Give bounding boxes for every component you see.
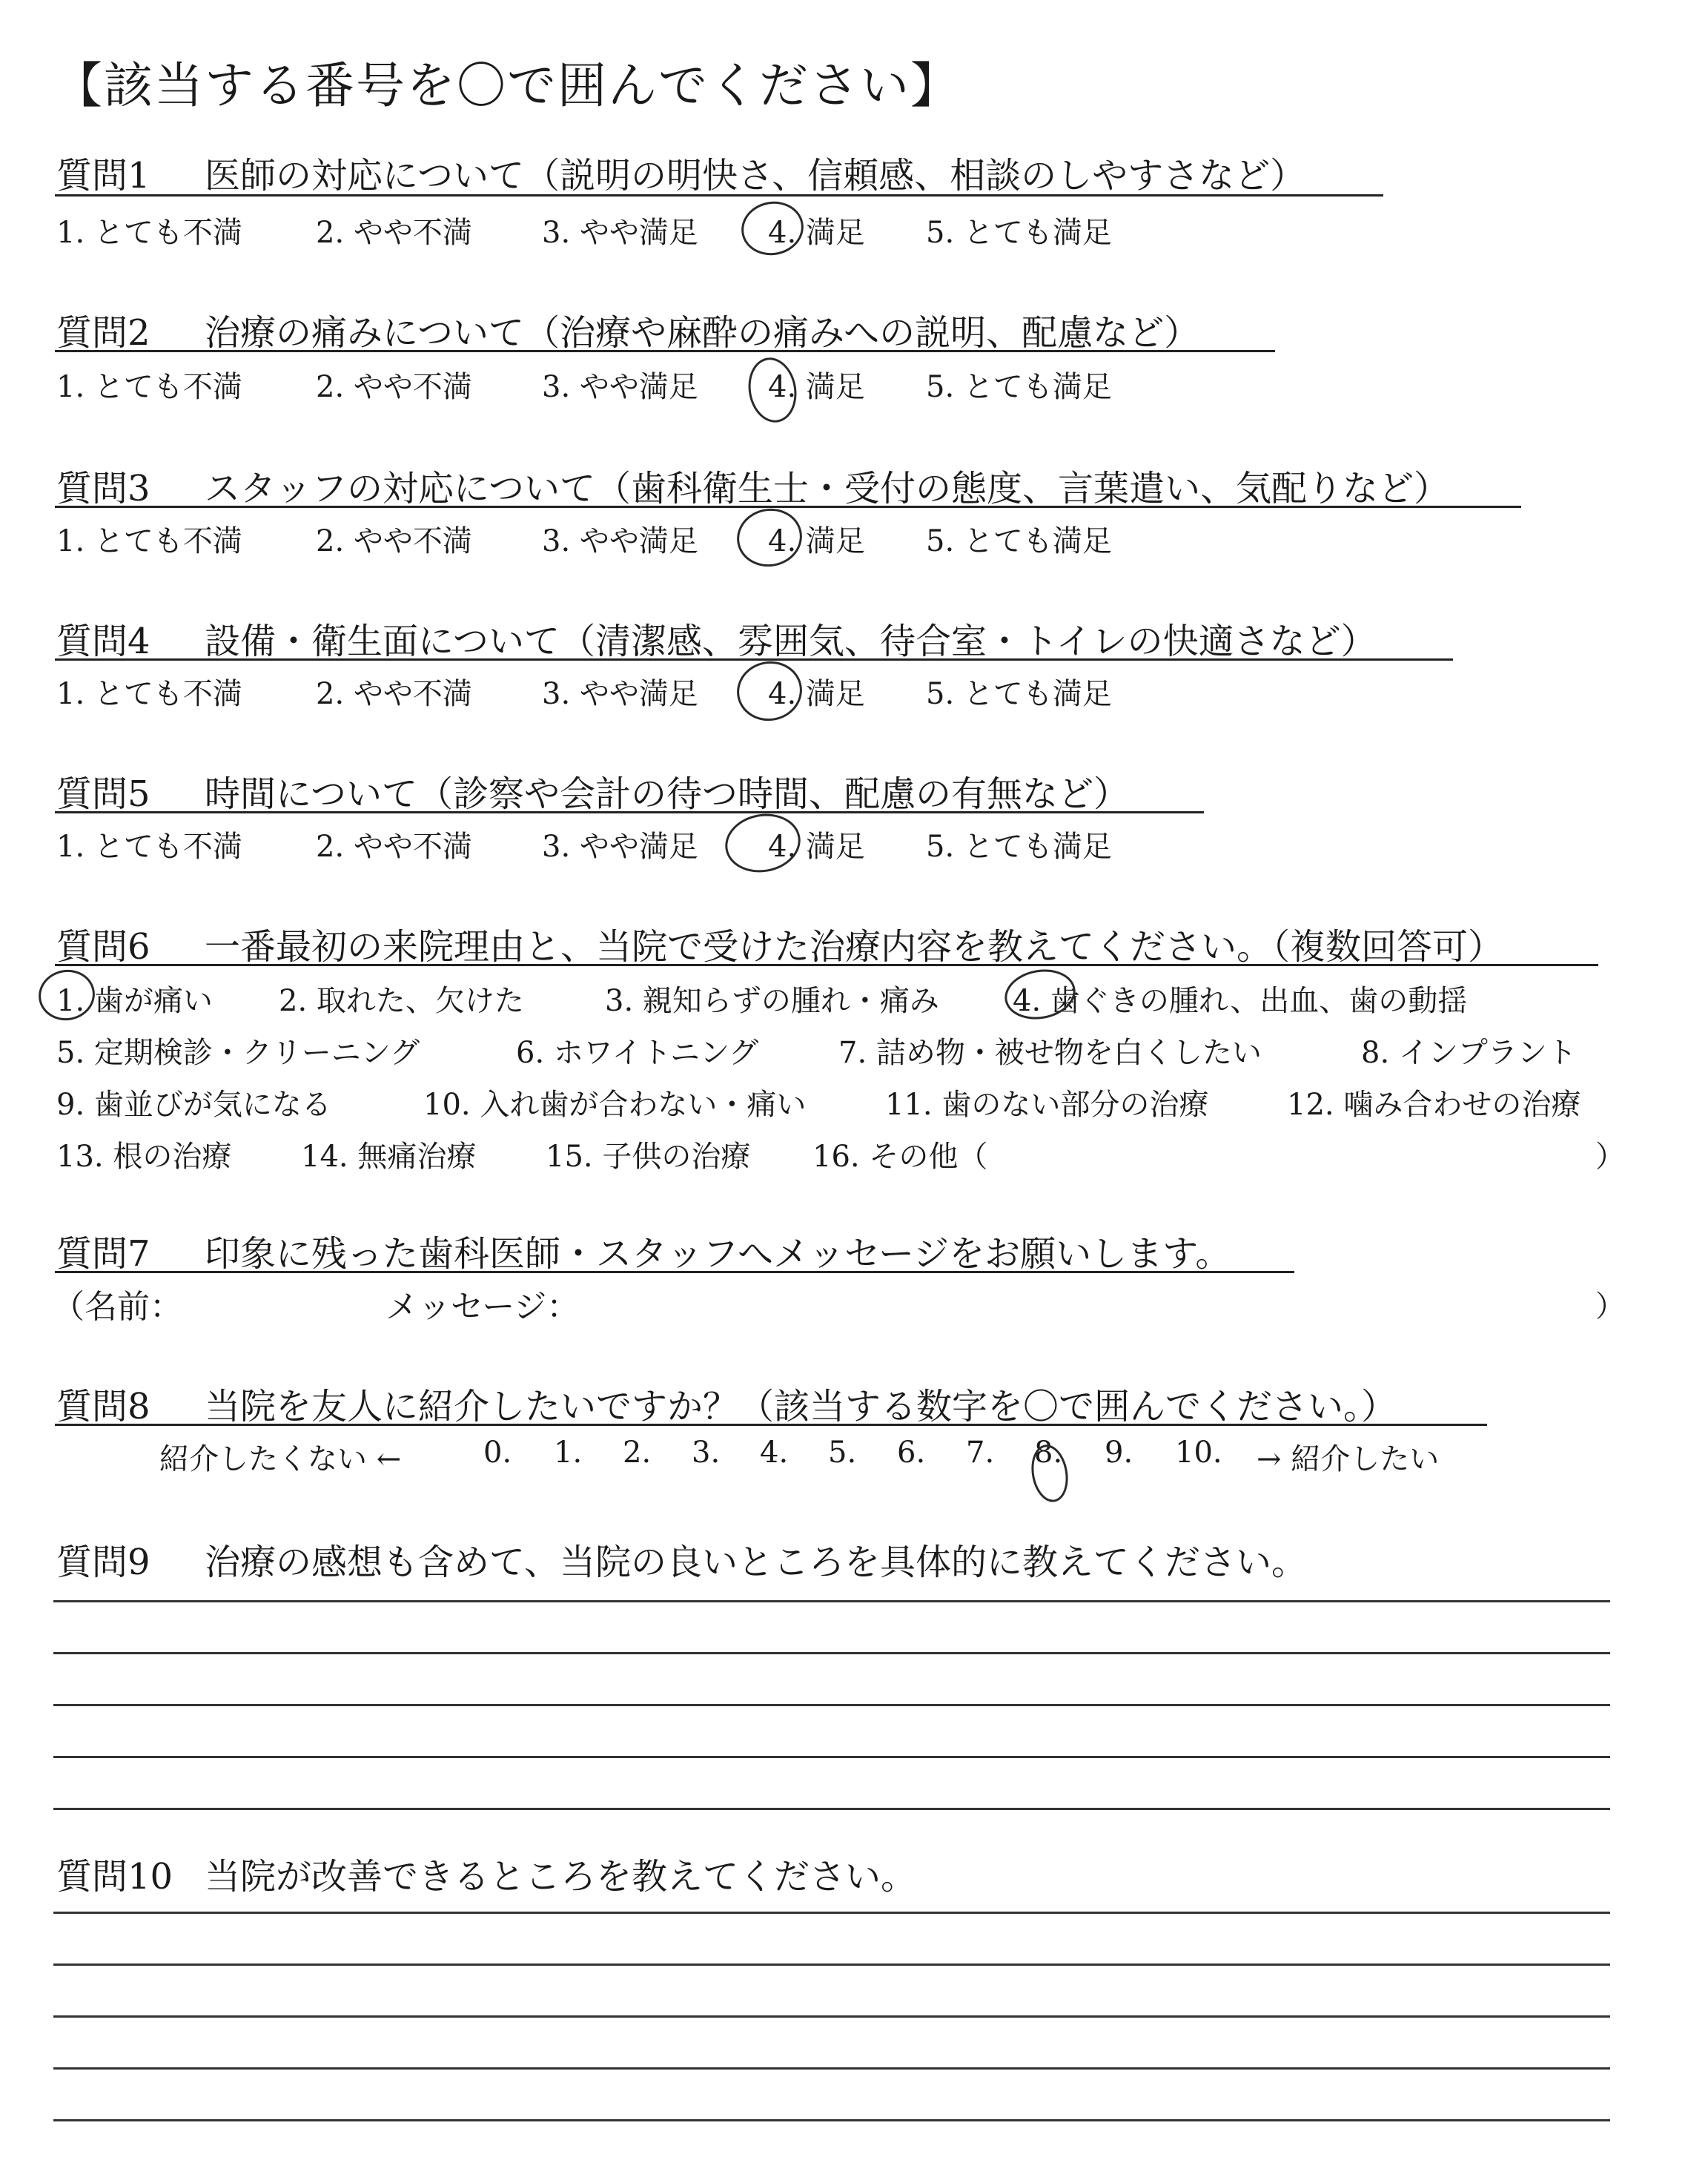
reason-option-7[interactable]: 7. 詰め物・被せ物を白くしたい (838, 1036, 1262, 1070)
rating-option-5[interactable]: 5. とても満足 (926, 830, 1112, 864)
rating-option-4[interactable]: 4. 満足 (768, 216, 865, 250)
reason-option-16[interactable]: 16. その他（ (812, 1140, 988, 1174)
rating-option-3[interactable]: 3. やや満足 (542, 524, 698, 558)
answer-line[interactable] (53, 2067, 1610, 2070)
question-text: 設備・衛生面について（清潔感、雰囲気、待合室・トイレの快適さなど） (205, 621, 1377, 662)
rating-option-3[interactable]: 3. やや満足 (542, 216, 698, 250)
name-label: （名前： (52, 1288, 182, 1326)
other-close-paren: ） (1595, 1140, 1625, 1174)
question-underline (55, 658, 1453, 661)
question-label: 質問10 (56, 1856, 173, 1898)
answer-line[interactable] (53, 1756, 1610, 1758)
reason-option-3[interactable]: 3. 親知らずの腫れ・痛み (605, 984, 939, 1018)
scale-left-label: 紹介したくない ← (159, 1442, 402, 1476)
reason-option-8[interactable]: 8. インプラント (1361, 1036, 1577, 1070)
form-title: 【該当する番号を〇で囲んでください】 (53, 57, 961, 114)
reason-option-12[interactable]: 12. 噛み合わせの治療 (1287, 1088, 1581, 1122)
question-text: 治療の感想も含めて、当院の良いところを具体的に教えてください。 (205, 1542, 1308, 1583)
answer-line[interactable] (53, 1652, 1610, 1654)
question-label: 質問4 (56, 621, 150, 662)
rating-option-1[interactable]: 1. とても不満 (56, 370, 242, 404)
rating-option-5[interactable]: 5. とても満足 (926, 216, 1112, 250)
reason-option-1[interactable]: 1. 歯が痛い (56, 984, 213, 1018)
reason-option-5[interactable]: 5. 定期検診・クリーニング (56, 1036, 420, 1070)
rating-option-1[interactable]: 1. とても不満 (56, 830, 242, 864)
scale-option-10[interactable]: 10. (1175, 1436, 1222, 1470)
message-line (52, 1280, 182, 1327)
question-text: 治療の痛みについて（治療や麻酔の痛みへの説明、配慮など） (205, 312, 1200, 354)
rating-option-2[interactable]: 2. やや不満 (316, 216, 472, 250)
scale-option-4[interactable]: 4. (760, 1436, 789, 1470)
question-text: 印象に残った歯科医師・スタッフへメッセージをお願いします。 (205, 1233, 1231, 1275)
question-3 (56, 460, 1449, 511)
question-underline (55, 194, 1383, 196)
rating-option-2[interactable]: 2. やや不満 (316, 370, 472, 404)
question-label: 質問2 (56, 312, 150, 354)
rating-option-2[interactable]: 2. やや不満 (316, 830, 472, 864)
scale-option-8[interactable]: 8. (1034, 1436, 1063, 1470)
reason-option-6[interactable]: 6. ホワイトニング (516, 1036, 759, 1070)
question-underline (55, 1271, 1294, 1273)
question-6 (56, 918, 1503, 969)
question-label: 質問8 (56, 1386, 150, 1427)
reason-option-10[interactable]: 10. 入れ歯が合わない・痛い (423, 1088, 807, 1122)
rating-option-4[interactable]: 4. 満足 (768, 370, 865, 404)
rating-option-2[interactable]: 2. やや不満 (316, 677, 472, 711)
rating-option-5[interactable]: 5. とても満足 (926, 524, 1112, 558)
reason-option-13[interactable]: 13. 根の治療 (56, 1140, 232, 1174)
question-9 (56, 1533, 1307, 1585)
reason-option-4[interactable]: 4. 歯ぐきの腫れ、出血、歯の動揺 (1013, 984, 1468, 1018)
question-text: 時間について（診察や会計の待つ時間、配慮の有無など） (205, 773, 1130, 815)
answer-line[interactable] (53, 2015, 1610, 2018)
question-label: 質問5 (56, 773, 150, 815)
question-underline (55, 350, 1275, 352)
rating-option-1[interactable]: 1. とても不満 (56, 216, 242, 250)
rating-option-5[interactable]: 5. とても満足 (926, 677, 1112, 711)
answer-line[interactable] (53, 1808, 1610, 1810)
scale-right-label: → 紹介したい (1257, 1442, 1440, 1476)
question-text: 当院を友人に紹介したいですか？（該当する数字を〇で囲んでください。） (205, 1386, 1397, 1427)
scale-option-7[interactable]: 7. (966, 1436, 995, 1470)
rating-option-1[interactable]: 1. とても不満 (56, 677, 242, 711)
question-label: 質問7 (56, 1233, 150, 1275)
scale-option-5[interactable]: 5. (828, 1436, 857, 1470)
rating-option-5[interactable]: 5. とても満足 (926, 370, 1112, 404)
question-underline (55, 811, 1204, 813)
selection-circle (732, 503, 807, 572)
question-text: 一番最初の来院理由と、当院で受けた治療内容を教えてください。（複数回答可） (205, 926, 1504, 968)
scale-option-9[interactable]: 9. (1105, 1436, 1133, 1470)
rating-option-3[interactable]: 3. やや満足 (542, 830, 698, 864)
rating-option-4[interactable]: 4. 満足 (768, 524, 865, 558)
rating-option-4[interactable]: 4. 満足 (768, 677, 865, 711)
message-label: メッセージ： (385, 1288, 580, 1326)
rating-option-2[interactable]: 2. やや不満 (316, 524, 472, 558)
answer-line[interactable] (53, 1912, 1610, 1914)
rating-option-3[interactable]: 3. やや満足 (542, 677, 698, 711)
message-label-wrap (385, 1280, 579, 1327)
answer-line[interactable] (53, 1704, 1610, 1706)
reason-option-11[interactable]: 11. 歯のない部分の治療 (885, 1088, 1209, 1122)
question-label: 質問3 (56, 468, 150, 509)
question-underline (55, 964, 1598, 966)
question-10 (56, 1848, 916, 1899)
question-text: 医師の対応について（説明の明快さ、信頼感、相談のしやすさなど） (205, 155, 1306, 196)
question-label: 質問9 (56, 1542, 150, 1583)
rating-option-3[interactable]: 3. やや満足 (542, 370, 698, 404)
selection-circle (721, 808, 805, 879)
question-5 (56, 765, 1129, 816)
scale-option-6[interactable]: 6. (897, 1436, 926, 1470)
scale-option-1[interactable]: 1. (554, 1436, 583, 1470)
question-8 (56, 1378, 1397, 1429)
question-text: スタッフの対応について（歯科衛生士・受付の態度、言葉遣い、気配りなど） (205, 468, 1450, 509)
question-text: 当院が改善できるところを教えてください。 (205, 1856, 917, 1898)
question-4 (56, 612, 1377, 664)
question-underline (55, 506, 1521, 508)
scale-option-0[interactable]: 0. (483, 1436, 512, 1470)
question-2 (56, 304, 1199, 355)
reason-option-2[interactable]: 2. 取れた、欠けた (279, 984, 524, 1018)
question-label: 質問1 (56, 155, 150, 196)
answer-line[interactable] (53, 1600, 1610, 1602)
answer-line[interactable] (53, 2119, 1610, 2121)
scale-option-3[interactable]: 3. (692, 1436, 721, 1470)
rating-option-4[interactable]: 4. 満足 (768, 830, 865, 864)
question-1 (56, 147, 1305, 198)
scale-option-2[interactable]: 2. (623, 1436, 652, 1470)
reason-option-9[interactable]: 9. 歯並びが気になる (56, 1088, 331, 1122)
answer-line[interactable] (53, 1964, 1610, 1966)
rating-option-1[interactable]: 1. とても不満 (56, 524, 242, 558)
reason-option-14[interactable]: 14. 無痛治療 (301, 1140, 477, 1174)
message-close-paren: ） (1595, 1289, 1625, 1324)
selection-circle (732, 656, 807, 726)
question-7 (56, 1225, 1231, 1276)
question-label: 質問6 (56, 926, 150, 968)
reason-option-15[interactable]: 15. 子供の治療 (546, 1140, 751, 1174)
question-underline (55, 1424, 1487, 1426)
